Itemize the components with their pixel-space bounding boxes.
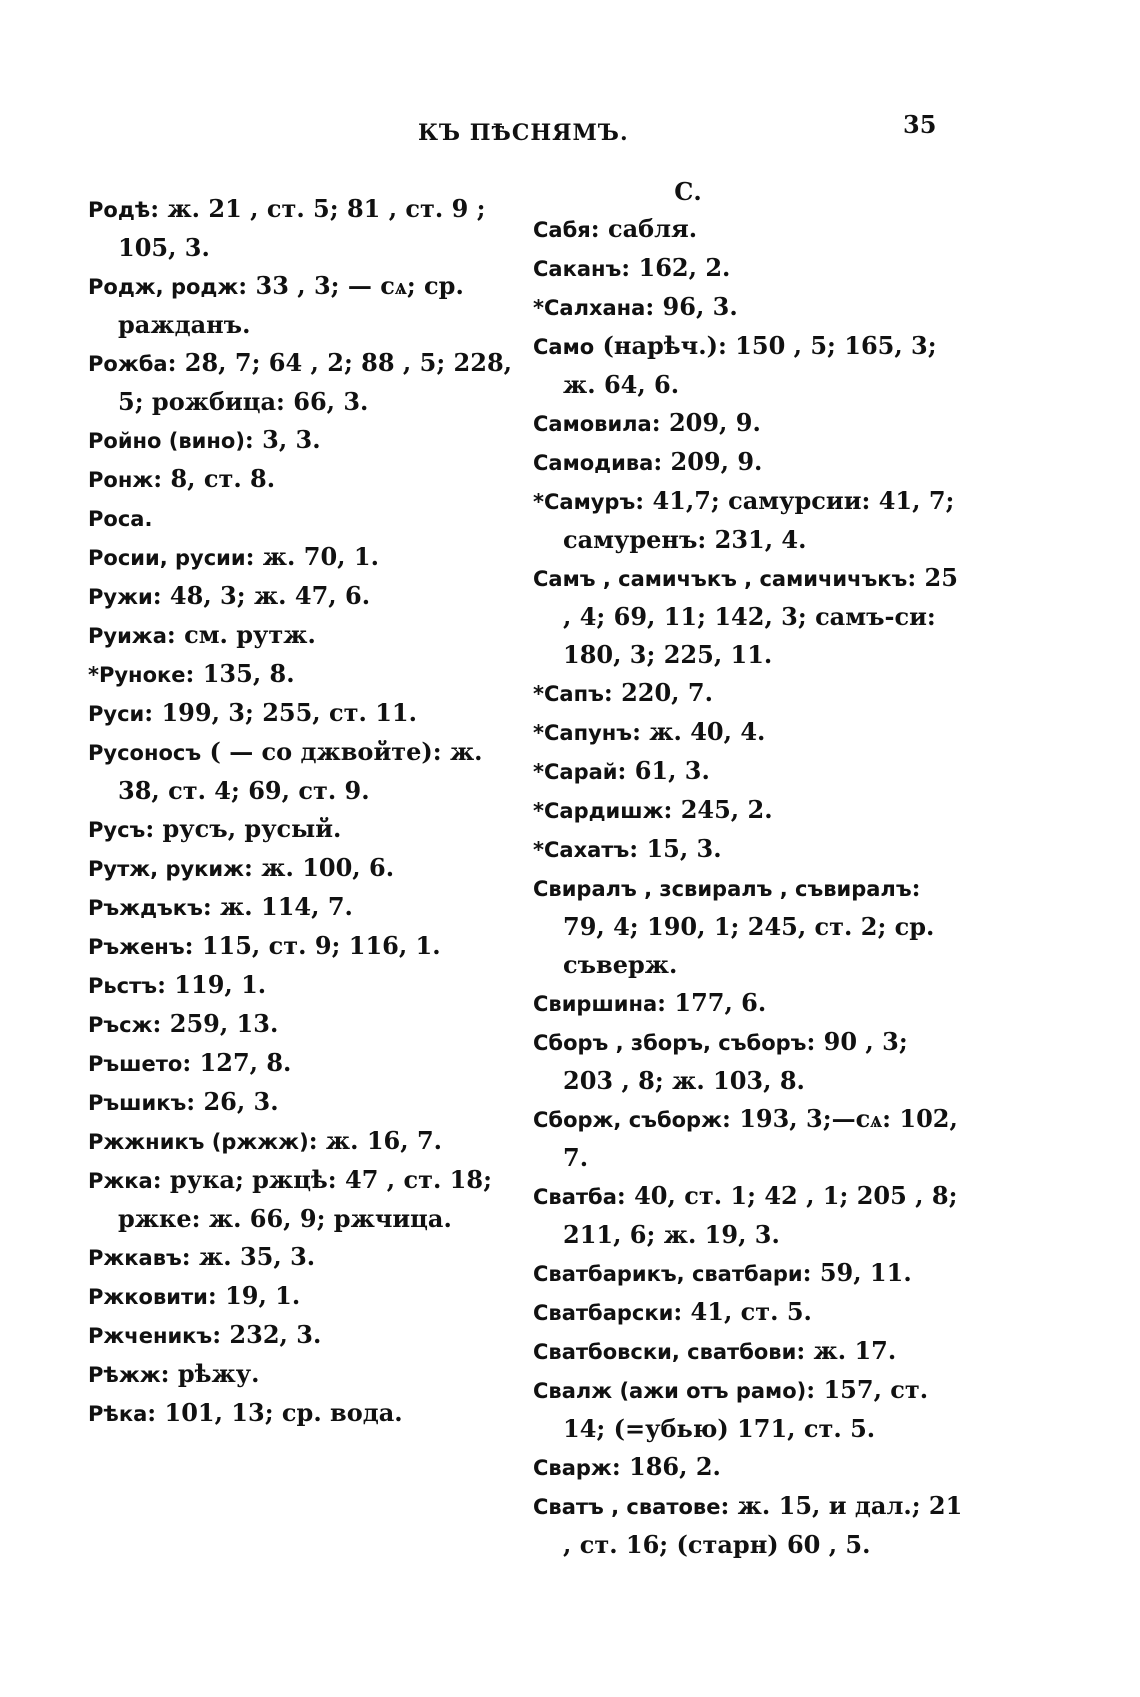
left-column [88,190,521,1433]
entry-references: : 193, 3;—сѧ: 102, 7. [563,1104,967,1172]
entry-headword: *Руноке [88,663,186,687]
dictionary-entry [533,1293,963,1332]
entry-references: : 157, ст. 14; (=убью) 171, ст. 5. [563,1375,937,1443]
dictionary-entry [88,888,518,927]
entry-references: : ж. 16, 7. [308,1126,443,1155]
entry-headword: Родѣ [88,198,151,222]
entry-references: : 199, 3; 255, ст. 11. [144,698,417,727]
dictionary-entry [88,1122,518,1161]
dictionary-entry [88,538,518,577]
dictionary-entry [533,830,963,869]
dictionary-entry [533,404,963,443]
dictionary-entry [88,1355,518,1394]
entry-references: : 25 , 4; 69, 11; 142, 3; самъ-си: 180, 3; 225, 11. [563,563,967,669]
entry-headword: Ружи [88,585,153,609]
entry-references: : 26, 3. [186,1087,279,1116]
dictionary-entry [533,984,963,1023]
dictionary-entry [533,1371,963,1448]
entry-references: : ж. 35, 3. [181,1242,316,1271]
dictionary-entry [88,460,518,499]
right-column-entries [533,210,971,1564]
entry-headword: Сборъ , зборъ, съборъ [533,1031,807,1055]
entry-references: : 220, 7. [603,678,713,707]
dictionary-entry [88,1005,518,1044]
entry-headword: Сватъ , сватове [533,1495,721,1519]
dictionary-entry [88,499,518,538]
entry-headword: Самовила [533,412,652,436]
dictionary-entry [88,267,518,344]
entry-references: : 59, 11. [802,1258,912,1287]
entry-headword: Сварж [533,1456,612,1480]
dictionary-entry [88,733,518,810]
entry-headword: Ръженъ [88,935,185,959]
entry-references: : ж. 40, 4. [632,717,766,746]
entry-references: : рука; ржцѣ: 47 , ст. 18; ржке: ж. 66, 9; ржчица. [118,1165,501,1233]
dictionary-entry [533,249,963,288]
entry-headword: Ръждъкъ [88,896,203,920]
entry-headword: Руижа [88,624,167,648]
entry-headword: Ржковити [88,1285,208,1309]
entry-headword: Свиршина [533,992,658,1016]
dictionary-entry [533,1254,963,1293]
entry-references: : 3, 3. [244,425,321,454]
entry-references: : рѣжу. [160,1359,260,1388]
entry-headword: Свалж (ажи отъ рамо) [533,1379,807,1403]
dictionary-entry [533,288,963,327]
entry-references: : 259, 13. [152,1009,279,1038]
dictionary-entry [88,1316,518,1355]
dictionary-entry [88,1161,518,1238]
entry-references: : 41, ст. 5. [673,1297,812,1326]
dictionary-entry [88,966,518,1005]
dictionary-entry [88,190,518,267]
entry-references: : 15, 3. [629,834,722,863]
entry-headword: Ръшето [88,1052,183,1076]
entry-headword: Рожба [88,352,168,376]
entry-references: : 19, 1. [207,1281,301,1310]
dictionary-entry [533,674,963,713]
entry-headword: Сватба [533,1185,617,1209]
entry-headword: *Сапунъ [533,721,633,745]
entry-references: : 90 , 3; 203 , 8; ж. 103, 8. [563,1027,917,1095]
entry-references: : ж. 15, и дал.; 21 , ст. 16; (старн) 60 , 5. [563,1491,971,1559]
entry-references: : 232, 3. [212,1320,322,1349]
entry-references: : ж. 114, 7. [202,892,353,921]
entry-references: : ж. 21 , ст. 5; 81 , ст. 9 ; 105, 3. [118,194,494,262]
dictionary-entry [88,344,521,421]
entry-references: : см. рутж. [166,620,316,649]
entry-headword: Росии, русии [88,546,246,570]
dictionary-entry [533,869,963,984]
entry-references: : 209, 9. [653,447,763,476]
entry-headword: Сватбовски, сватбови [533,1340,797,1364]
entry-references: : 28, 7; 64 , 2; 88 , 5; 228, 5; рожбица: 66, 3. [118,348,521,416]
entry-headword: Ройно (вино) [88,429,245,453]
entry-references: : 209, 9. [651,408,761,437]
entry-headword: Свиралъ , зсвиралъ , съвиралъ [533,877,912,901]
entry-headword: Ронж [88,468,154,492]
entry-references: : 177, 6. [657,988,767,1017]
entry-headword: Сабя [533,218,591,242]
entry-headword: Сборж, съборж [533,1108,722,1132]
dictionary-entry [88,849,518,888]
dictionary-entry [533,210,963,249]
entry-references: : ж. 17. [796,1336,897,1365]
dictionary-entry [88,927,518,966]
entry-headword: Роса. [88,507,153,531]
entry-headword: Сватбарски [533,1301,674,1325]
dictionary-entry [88,1277,518,1316]
entry-references: (нарѣч.): 150 , 5; 165, 3; ж. 64, 6. [563,331,945,399]
dictionary-entry [88,694,518,733]
dictionary-entry [533,482,963,559]
entry-headword: Само [533,335,595,359]
dictionary-entry [88,616,518,655]
dictionary-entry [533,443,963,482]
dictionary-entry [533,713,963,752]
entry-references: ( — со джвойте): ж. 38, ст. 4; 69, ст. 9. [118,737,491,805]
entry-references: : 162, 2. [621,253,731,282]
entry-headword: Ржжникъ (ржжж) [88,1130,309,1154]
entry-headword: *Салхана [533,296,646,320]
section-letter: С. [674,177,702,206]
entry-references: : сабля. [590,214,698,243]
dictionary-entry [88,1238,518,1277]
entry-headword: Рѣка [88,1402,148,1426]
dictionary-entry [88,577,518,616]
entry-references: : русъ, русый. [145,814,342,843]
dictionary-entry [88,1083,518,1122]
right-column [533,173,971,1564]
entry-headword: Сватбарикъ, сватбари [533,1262,803,1286]
entry-references: : 61, 3. [617,756,710,785]
entry-references: : 115, ст. 9; 116, 1. [184,931,441,960]
entry-headword: *Сапъ [533,682,604,706]
dictionary-entry [533,327,963,404]
entry-headword: Ръсж [88,1013,153,1037]
dictionary-entry [533,1448,963,1487]
dictionary-entry [533,752,963,791]
page-number: 35 [903,110,937,139]
entry-references: : 33 , 3; — сѧ; ср. ражданъ. [118,271,473,339]
dictionary-entry [533,791,963,830]
entry-headword: *Сарай [533,760,618,784]
page-header-title: КЪ ПѢСНЯМЪ. [418,120,629,146]
entry-headword: *Самуръ [533,490,636,514]
entry-references: : 135, 8. [185,659,295,688]
entry-references: : 96, 3. [645,292,738,321]
dictionary-entry [533,1023,963,1100]
entry-headword: Ржченикъ [88,1324,213,1348]
entry-references: : 79, 4; 190, 1; 245, ст. 2; ср. съверж. [563,873,943,979]
dictionary-entry [88,421,518,460]
entry-references: : 48, 3; ж. 47, 6. [152,581,371,610]
entry-headword: Самодива [533,451,654,475]
entry-references: : ж. 100, 6. [244,853,395,882]
entry-references: : 186, 2. [611,1452,721,1481]
entry-headword: Ръшикъ [88,1091,187,1115]
dictionary-entry [533,1100,967,1177]
entry-references: : 8, ст. 8. [153,464,276,493]
entry-references: : ж. 70, 1. [245,542,379,571]
entry-headword: Рьстъ [88,974,158,998]
dictionary-entry [88,1394,518,1433]
entry-references: : 41,7; самурсии: 41, 7; самуренъ: 231, 4. [563,486,963,554]
entry-references: : 119, 1. [157,970,267,999]
entry-headword: Рѣжж [88,1363,161,1387]
entry-headword: Русъ [88,818,146,842]
entry-headword: Ржкавъ [88,1246,182,1270]
entry-headword: Родж, родж [88,275,239,299]
dictionary-entry [88,810,518,849]
entry-references: : 245, 2. [663,795,773,824]
entry-references: : 101, 13; ср. вода. [147,1398,403,1427]
dictionary-entry [533,1332,963,1371]
dictionary-entry [533,1177,966,1254]
entry-headword: Саканъ [533,257,622,281]
entry-headword: Руси [88,702,145,726]
entry-references: : 40, ст. 1; 42 , 1; 205 , 8; 211, 6; ж. 19, 3. [563,1181,966,1249]
dictionary-entry [533,559,967,674]
entry-headword: *Сардишж [533,799,664,823]
entry-headword: Русоносъ [88,741,202,765]
entry-headword: Рутж, рукиж [88,857,245,881]
dictionary-entry [88,1044,518,1083]
entry-headword: *Сахатъ [533,838,630,862]
entry-references: : 127, 8. [182,1048,292,1077]
dictionary-entry [88,655,518,694]
dictionary-entry [533,1487,971,1564]
entry-headword: Ржка [88,1169,153,1193]
entry-headword: Самъ , самичъкъ , самичичъкъ [533,567,908,591]
